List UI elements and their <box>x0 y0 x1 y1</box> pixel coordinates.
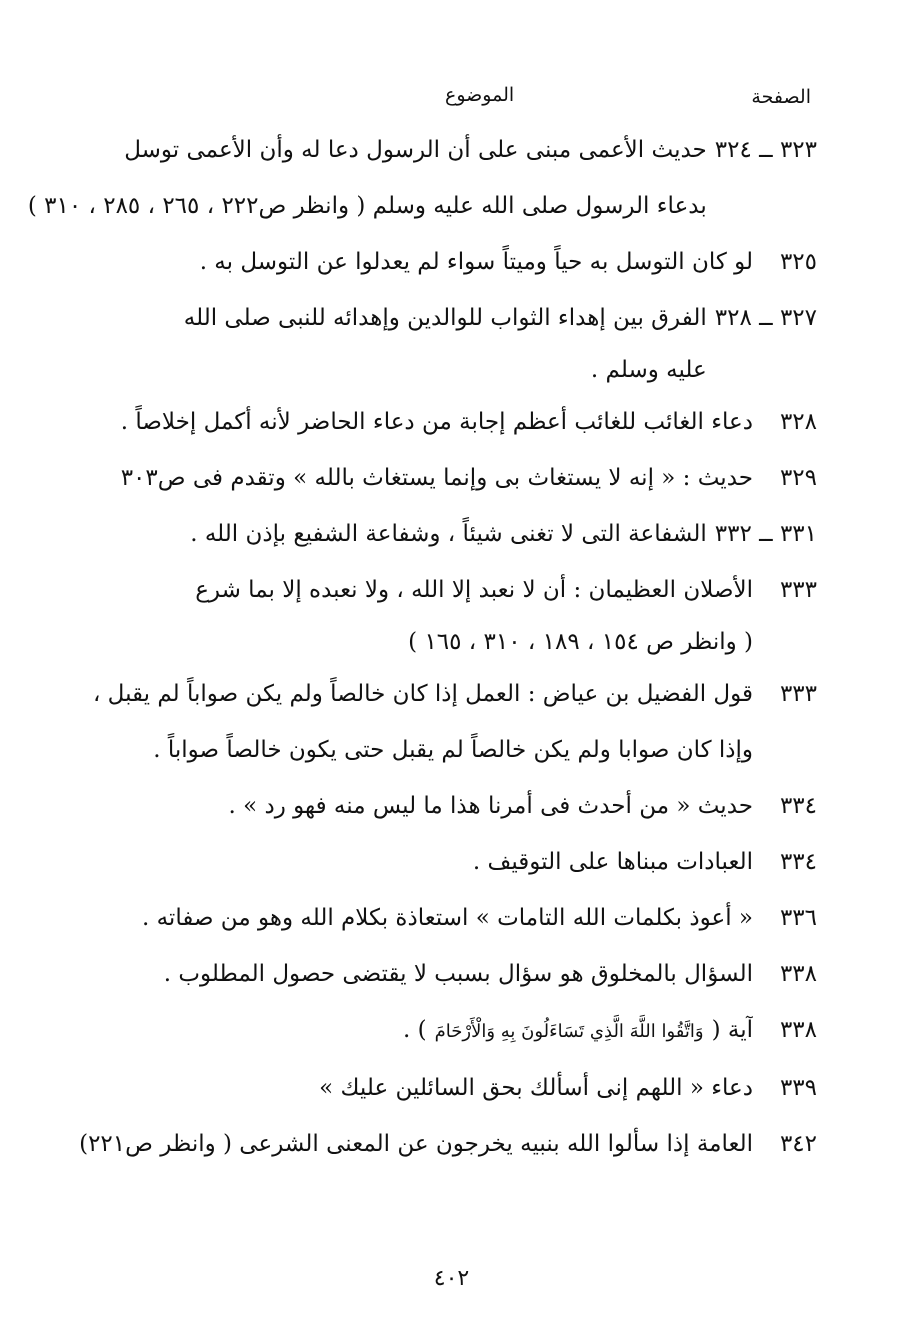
entry-line: الشفاعة التى لا تغنى شيئاً ، وشفاعة الشفيع بإذن الله . <box>190 521 707 547</box>
entry-line: حديث : « إنه لا يستغاث بى وإنما يستغاث بالله » وتقدم فى ص٣٠٣ <box>120 465 753 491</box>
entry-page-number: ٣٣٤ <box>779 793 817 819</box>
entry-line: العامة إذا سألوا الله بنبيه يخرجون عن المعنى الشرعى ( وانظر ص٢٢١) <box>79 1131 753 1157</box>
entry-page-number: ٣٣٣ <box>779 681 817 707</box>
entry-page-number: ٣٣٨ <box>779 1017 817 1043</box>
aya-prefix: آية ( <box>711 1017 753 1043</box>
index-entry <box>82 1002 817 1060</box>
entry-line: بدعاء الرسول صلى الله عليه وسلم ( وانظر ص٢٢٢ ، ٢٦٥ ، ٢٨٥ ، ٣١٠ ) <box>27 193 707 219</box>
entry-text <box>82 666 753 778</box>
index-entry <box>82 290 817 394</box>
entry-page-number: ٣٣٦ <box>779 905 817 931</box>
entry-page-number: ٣٣٩ <box>779 1075 817 1101</box>
entry-page-number: ٣٢٧ ــ ٣٢٨ <box>714 305 817 331</box>
entry-text <box>82 890 753 946</box>
quran-verse: وَاتَّقُوا اللَّهَ الَّذِي تَسَاءَلُونَ بِهِ وَالْأَرْحَامَ <box>434 1021 704 1042</box>
index-entry <box>82 506 817 562</box>
entry-line: حديث « من أحدث فى أمرنا هذا ما ليس منه فهو رد » . <box>228 793 753 819</box>
index-entries <box>27 122 817 1172</box>
index-entry <box>82 834 817 890</box>
entry-line: العبادات مبناها على التوقيف . <box>472 849 753 875</box>
index-entry <box>82 394 817 450</box>
index-entry <box>79 1116 817 1172</box>
index-entry <box>82 946 817 1002</box>
index-entry <box>82 450 817 506</box>
header-topic-label: الموضوع <box>445 84 515 106</box>
index-entry <box>82 234 817 290</box>
entry-page-number: ٣٢٥ <box>779 249 817 275</box>
entry-page-number: ٣٢٣ ــ ٣٢٤ <box>714 137 817 163</box>
header-page-label: الصفحة <box>751 86 811 108</box>
entry-line: السؤال بالمخلوق هو سؤال بسبب لا يقتضى حصول المطلوب . <box>163 961 753 987</box>
entry-page-number: ٣٤٢ <box>779 1131 817 1157</box>
entry-page-number: ٣٣١ ــ ٣٣٢ <box>714 521 817 547</box>
entry-text <box>82 834 753 890</box>
entry-line: دعاء « اللهم إنى أسألك بحق السائلين عليك » <box>319 1075 753 1101</box>
index-entry <box>82 666 817 778</box>
entry-page-number: ٣٢٨ <box>779 409 817 435</box>
entry-line: دعاء الغائب للغائب أعظم إجابة من دعاء الحاضر لأنه أكمل إخلاصاً . <box>120 409 753 435</box>
entry-line <box>82 1002 753 1060</box>
entry-line: الفرق بين إهداء الثواب للوالدين وإهدائه للنبى صلى الله <box>183 305 707 331</box>
entry-page-number: ٣٢٩ <box>779 465 817 491</box>
entry-text <box>82 562 753 666</box>
entry-line: قول الفضيل بن عياض : العمل إذا كان خالصاً ولم يكن صواباً لم يقبل ، <box>92 681 753 707</box>
page-number-footer: ٤٠٢ <box>433 1266 470 1291</box>
entry-text <box>82 778 753 834</box>
entry-page-number: ٣٣٤ <box>779 849 817 875</box>
index-entry <box>82 778 817 834</box>
aya-suffix: ) . <box>403 1017 427 1043</box>
entry-line: وإذا كان صوابا ولم يكن خالصاً لم يقبل حتى يكون خالصاً صواباً . <box>153 737 753 763</box>
entry-page-number: ٣٣٣ <box>779 577 817 603</box>
entry-line: لو كان التوسل به حياً وميتاً سواء لم يعدلوا عن التوسل به . <box>199 249 753 275</box>
entry-text <box>82 290 707 394</box>
index-entry <box>82 1060 817 1116</box>
entry-text <box>82 1002 753 1060</box>
entry-line: « أعوذ بكلمات الله التامات » استعاذة بكلام الله وهو من صفاته . <box>141 905 753 931</box>
entry-text <box>28 122 707 234</box>
entry-line: حديث الأعمى مبنى على أن الرسول دعا له وأن الأعمى توسل <box>124 137 707 163</box>
entry-line: عليه وسلم . <box>590 357 707 383</box>
index-entry <box>82 890 817 946</box>
entry-text <box>82 394 753 450</box>
index-entry <box>82 562 817 666</box>
entry-line: ( وانظر ص ١٥٤ ، ١٨٩ ، ٣١٠ ، ١٦٥ ) <box>408 629 753 655</box>
entry-text <box>82 946 753 1002</box>
entry-text <box>82 234 753 290</box>
entry-text <box>82 506 707 562</box>
entry-line: الأصلان العظيمان : أن لا نعبد إلا الله ، ولا نعبده إلا بما شرع <box>195 577 753 603</box>
entry-text <box>82 1060 753 1116</box>
entry-page-number: ٣٣٨ <box>779 961 817 987</box>
entry-text <box>82 450 753 506</box>
page-header <box>0 86 903 114</box>
index-entry <box>27 122 817 234</box>
entry-text <box>79 1116 753 1172</box>
